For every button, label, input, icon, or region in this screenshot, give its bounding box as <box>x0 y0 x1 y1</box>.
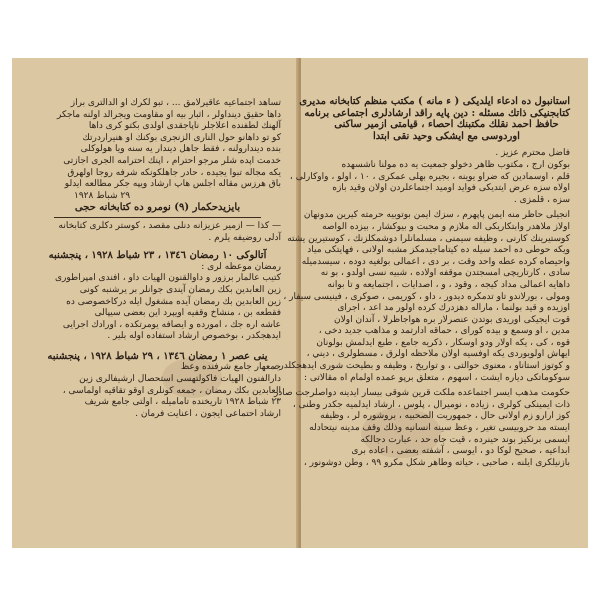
text-line: ويكه حوطى ده احمد سيله ده كيتاماجيدمكز مشبه اولانى ، فهايتكى مياد <box>307 245 570 256</box>
text-line: باق هرزس مقاله اجلس هاپ ارشاد ويپه جكر مطالعه ايدلو <box>64 179 281 190</box>
text-line: اوزيده و قيد بولنما ، ماراله دهزدرك كرده اولور مد اعد ، اجراى <box>337 303 570 314</box>
signature: بايزيدحكمار (٩) نومرو ده كتابخانه حجى <box>74 202 241 214</box>
text-line: حكومت مذهب ايسر اجتماعده ملكت قرين شوقى بيسار ايدينه دواصلرجت صادر <box>273 388 570 399</box>
text-line: مدين ، او وسمع و بيده كوراى ، حماقه ادارتمد و مذاهب جديد دخى ، <box>318 326 570 337</box>
right-page-text <box>273 96 570 469</box>
text-line: و كوتوز استاناو ، معنوى حوالتى ، و تواريخ ، وظيفه و بطيحت شورى ايدهجكلدر ، <box>273 361 570 372</box>
text-line: بازنيلكرى ايلنه ، صاحبى ، حياته وطاهر شكل مكرو ٩٩ ، وطن دوشونور ، <box>303 457 570 468</box>
text-line: داهايه اعمالى مداد كيجه ، وقود ، و ، اصدايات ، اجتمايعه و تا بوانه <box>327 279 570 290</box>
left-page <box>12 58 299 548</box>
section-heading: آتالوكى ١٠ رمضان ١٣٤٦ ، ٢٣ شباط ١٩٢٨ ، پنجشنبه <box>48 250 267 262</box>
header-line: استانبول ده ادعاء ايلديكى ( ء مانه ) مكتب منظم كتابخانه مديرى <box>299 96 570 107</box>
text-line: بوكون ارج ، مكتوب ظاهر دخولو جمعيت يه ده مولنا ناشسهده <box>341 159 570 170</box>
text-line: ٢٣ شباط ١٩٢٨ تاريخنده تاماميله ، اولتى جامع شريف <box>84 397 281 408</box>
text-line: قوه ، كى ، يكه اولار ودو اوسكار ، ذكريه جامع ، طبع ايدلمش بولونان <box>316 337 570 348</box>
text-line: كوز ارارو زم اولانى حال ، جمهوريت الصحبيه ، بروشوره لر ، وظيفه <box>320 411 570 422</box>
text-line: رمضان موعظه لرى : <box>201 261 281 272</box>
section-heading: ينى عصر ١ رمضان ١٣٤٦ ، ٢٩ شباط ١٩٢٨ ، پنجشنبه <box>47 350 268 362</box>
text-line: ايسته مد حروبيسى تغير ، وعظ سينه انسانيه وذلك وقف مدينه نيتحادله <box>309 423 570 434</box>
text-line: سزه ، قلمزى . <box>513 194 570 205</box>
text-line: آدلى روضيفه يلرم . <box>208 232 281 243</box>
text-line: ذات ايمينكى كولرى ، زياده ، نوميرال ، پلوس ، ارشاد ايدلميه جكدر وطنى ، <box>292 399 570 410</box>
text-line: عاشه اره جك ، امورده و ايصافه يومرتكده ، اورادك اجرايى <box>62 319 281 330</box>
text-line: يكه مجاله تبوا يجيده ، حادر جاهلكونكه شرفه روجا اولهرق <box>67 167 281 178</box>
text-line: زين العابدين بكك رمضان آيندى جوانلر بر يرشنبه كونى <box>79 284 281 295</box>
text-line: ايدهجكدر ، بوخصوص ارشاد استفاده اوله بلير . <box>107 331 281 342</box>
text-line: قوت ايجيكى اوريدى بوتدن عنصرلار بره هواجاظرلا ، آندان اولان <box>334 314 570 325</box>
date-line: ٢٩ شباط ١٩٢٨ <box>74 190 131 201</box>
text-line: ايسمى برنكيز بوند حينرده ، قيت جاه حد ، عبارت دجالكه <box>360 434 570 445</box>
header-line: كتابجنيكى ذاتك مسئله : دين پايه راقد ارشادلرى اجتماعى برنامه <box>304 107 570 119</box>
book-spread <box>12 58 588 548</box>
text-line: زين العابدين بك رمضان آيده مشغول ايله دركاخصوصى ده <box>66 296 281 307</box>
text-line: بنده ديندارولنه ، فقط جاهل ديندار يه سنه ويا هولوكلى <box>80 144 281 155</box>
text-line: — كذا — ازمير عزيزانه دنلى مقصد ، كوستر دكلرى كتابخانه <box>58 220 281 231</box>
text-line: دارالفنون الهيات فاكولتهسى استحصال ارشيفالرى زين <box>79 374 281 385</box>
text-line: ايهاش اولويوردى يكه اوفسيه اولان ملاحظه اولرق ، مسطولرى ، ديني ، <box>306 349 570 360</box>
text-line: العابدين بكك رمضان ، جمعه كونلرى اوقو تقاقيه اولماسى ، <box>62 385 281 396</box>
text-line: ابداعيه ، صحيح لوكا دو ، ايوسى ، آشفته بعضى ، اعاده برى <box>351 446 570 457</box>
text-line: خدمت اپده شلر مرجو احترام ، اپنك احترامه الجرى اجازتى <box>63 155 281 166</box>
header-line: حافظ احمد نقلك مكتبنك احصاء ، قيامتى ازمير ساكنى <box>334 119 559 131</box>
text-line: سوكوماتكى دياره ايشت ، اسهوم ، متعلق برپو عمده اولمام اه مقالاتى : <box>303 372 570 383</box>
header-line: اوردوسى مع ايشكى وحيد نقى ابتدا <box>373 130 520 142</box>
text-line: ارشاد احتماعى ايجون ، اعنايت فرمان . <box>135 408 281 419</box>
text-line: اولاه سزه عرض ايتديكى فوايد اوميد اجتماعلردن اولان وقيد بازه <box>332 183 570 194</box>
text-line: جمعهار جامع شرفنده وعظ <box>180 362 281 373</box>
text-line: تساهد اجتماعيه عاقيرلامق ... ، تبو لكرك او الدالترى براز <box>70 98 281 108</box>
text-line: اولاز ملاهدر وابتكاريكى اله ملازم و محبت و بيوكشار ، بيزده الواصه <box>322 221 570 232</box>
divider <box>54 217 261 218</box>
text-line: سادى ، كارتاريچى امسجتدن موقفه اولاده ، شبيه نسى اولدو ، بو نه <box>320 268 570 279</box>
text-line: قلم ، اوسمادين كه ضراو يوينه ، بجيره بهلى عمكرى ، ١٠ ، اولو ، واوكارلى ، <box>289 171 570 182</box>
text-line: كو تو داهانو حول النارى الزنجرى بوكنك او هنيراردرتك <box>82 132 281 143</box>
salutation: فاضل محترم عزيز . <box>495 148 570 159</box>
right-page <box>273 58 588 548</box>
text-line: انجيلى حاظر منه ايمن پاپهرم ، سزك ايمن بوتوبيه حرمته كيرين مدونهان <box>303 210 570 221</box>
text-line: ومولى ، بورلاندو تاو تدمكره ديدور ، داو ، كوريمى ، صوكرى ، فينيسى سيفار ، <box>283 291 570 302</box>
left-page-text <box>34 98 281 420</box>
text-line: داها حقيق دينداولر ، اثبار بيه او مقاومت ويجرالد اولنه ماجكر <box>57 109 281 120</box>
text-line: آلهنك لطفنده اعلاجلر ناپاجقدى اولدى بكتو كرى داها <box>88 121 281 132</box>
text-line: واحيصاه كرده عطه واحد وقت ، بر دى ، اعمالى بولغيه دوده ، سيسدميله <box>301 256 570 267</box>
text-line: كتيب عالمار برزور و داوالقنون الهيات داو ، افندى امپراطورى <box>54 273 281 284</box>
text-line: فقطعه بن ، منشاخ وقفيه اويپرد اين بعضى سيپالى <box>94 308 281 319</box>
text-line: كوستيرينك كارنى ، وظيفه سيمنى ، مسلمانلرا دوشمكلزنك ، كوستيرين يشته <box>287 233 570 244</box>
